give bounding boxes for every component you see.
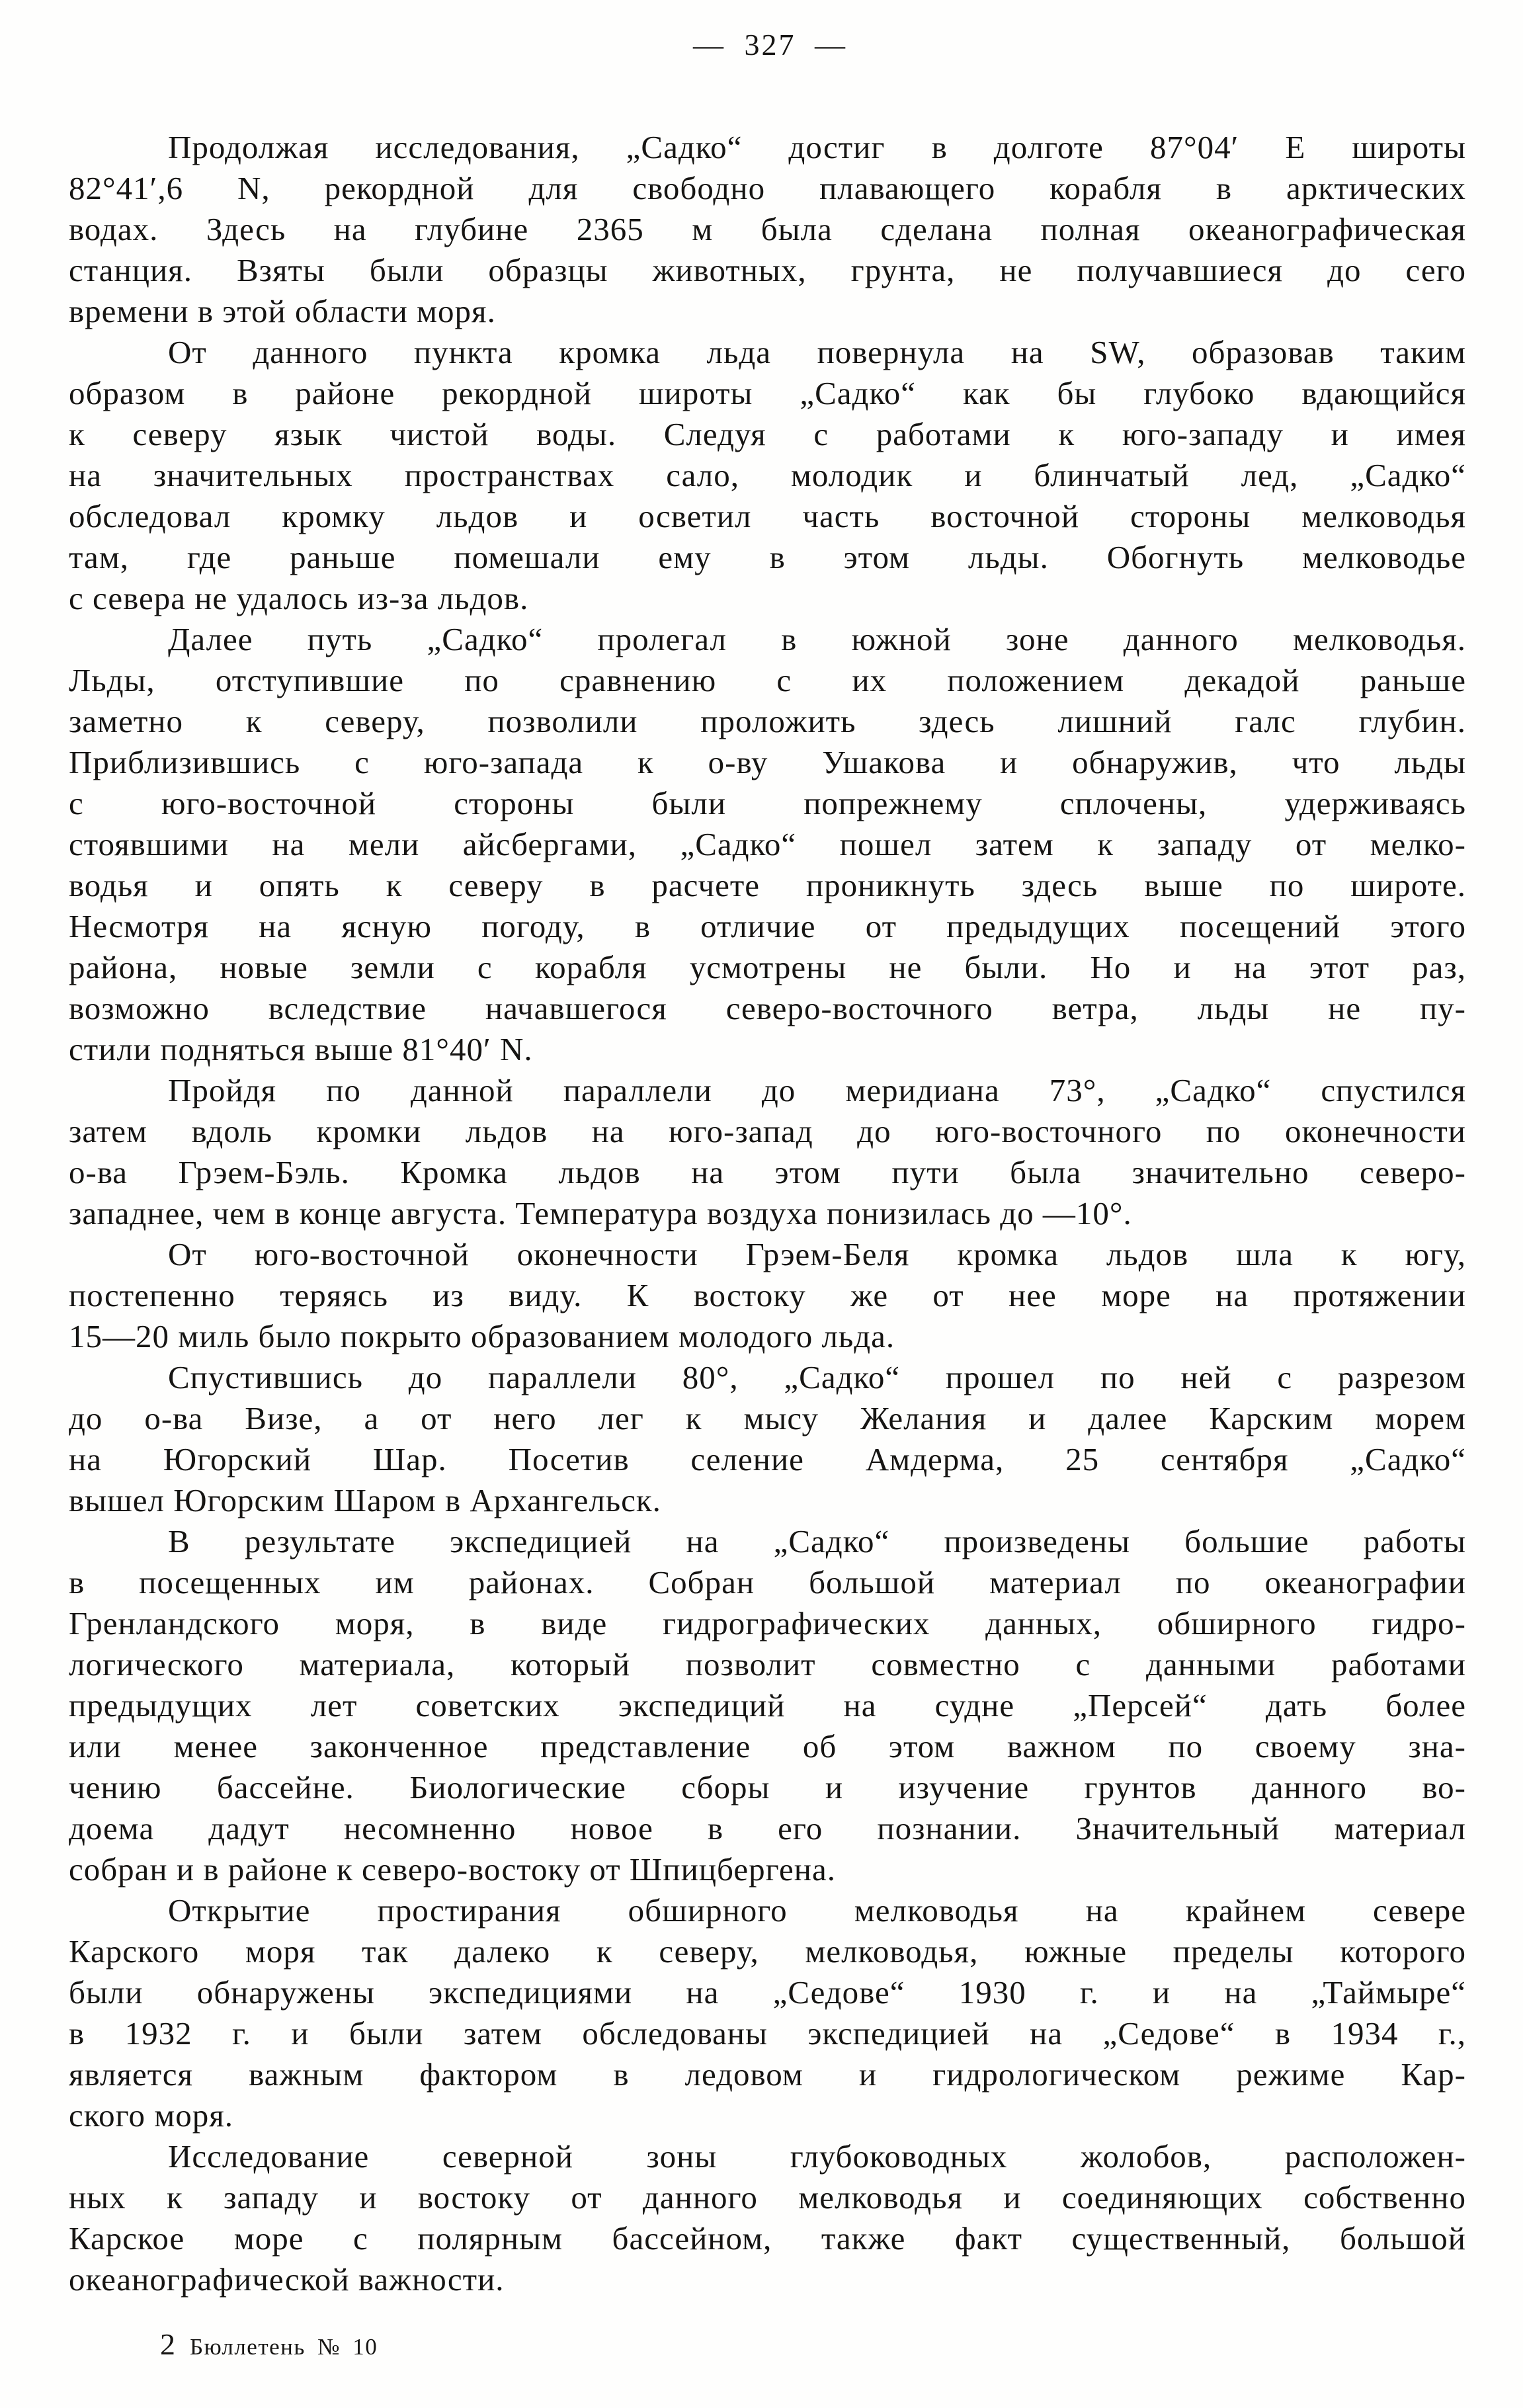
text-line: Исследование северной зоны глубоководных жолобов, расположен- xyxy=(168,2138,1466,2175)
text-line: чению бассейне. Биологические сборы и изучение грунтов данного во- xyxy=(69,1769,1466,1806)
text-line: заметно к северу, позволили проложить здесь лишний галс глубин. xyxy=(69,703,1466,739)
text-line: доема дадут несомненно новое в его познании. Значительный материал xyxy=(69,1810,1466,1847)
text-line: предыдущих лет советских экспедиций на судне „Персей“ дать более xyxy=(69,1687,1466,1723)
signature-label: Бюллетень № 10 xyxy=(190,2334,378,2360)
text-line: От данного пункта кромка льда повернула на SW, образовав таким xyxy=(168,334,1466,370)
text-line: затем вдоль кромки льдов на юго-запад до юго-восточного по оконечности xyxy=(69,1113,1466,1149)
text-line: Приблизившись с юго-запада к о-ву Ушакова и обнаружив, что льды xyxy=(69,744,1466,780)
text-line: В результате экспедицией на „Садко“ произведены большие работы xyxy=(168,1523,1466,1559)
text-line: Спустившись до параллели 80°, „Садко“ прошел по ней с разрезом xyxy=(168,1359,1466,1395)
text-line: вышел Югорским Шаром в Архангельск. xyxy=(69,1482,661,1518)
text-line: Льды, отступившие по сравнению с их положением декадой раньше xyxy=(69,662,1466,698)
text-line: 15—20 миль было покрыто образованием молодого льда. xyxy=(69,1318,895,1354)
text-line: образом в районе рекордной широты „Садко“ как бы глубоко вдающийся xyxy=(69,375,1466,411)
text-line: водья и опять к северу в расчете проникнуть здесь выше по широте. xyxy=(69,867,1466,903)
text-line: стили подняться выше 81°40′ N. xyxy=(69,1031,533,1067)
text-line: с юго-восточной стороны были попрежнему сплочены, удерживаясь xyxy=(69,785,1466,821)
text-line: Карское море с полярным бассейном, также факт существенный, большой xyxy=(69,2220,1466,2257)
text-line: в 1932 г. и были затем обследованы экспедицией на „Седове“ в 1934 г., xyxy=(69,2015,1466,2052)
text-line: района, новые земли с корабля усмотрены не были. Но и на этот раз, xyxy=(69,949,1466,985)
text-line: ных к западу и востоку от данного мелководья и соединяющих собственно xyxy=(69,2179,1466,2216)
text-line: Гренландского моря, в виде гидрографических данных, обширного гидро- xyxy=(69,1605,1466,1641)
page-number: — 327 — xyxy=(693,28,847,62)
text-line: Несмотря на ясную погоду, в отличие от предыдущих посещений этого xyxy=(69,908,1466,944)
text-line: Пройдя по данной параллели до меридиана 73°, „Садко“ спустился xyxy=(168,1072,1466,1108)
text-line: Далее путь „Садко“ пролегал в южной зоне данного мелководья. xyxy=(168,621,1466,657)
text-line: Карского моря так далеко к северу, мелководья, южные пределы которого xyxy=(69,1933,1466,1970)
text-line: на значительных пространствах сало, молодик и блинчатый лед, „Садко“ xyxy=(69,457,1466,493)
text-line: времени в этой области моря. xyxy=(69,293,496,329)
text-line: Открытие простирания обширного мелководья на крайнем севере xyxy=(168,1892,1466,1929)
text-line: возможно вследствие начавшегося северо-восточного ветра, льды не пу- xyxy=(69,990,1466,1026)
text-line: океанографической важности. xyxy=(69,2261,505,2298)
text-line: обследовал кромку льдов и осветил часть восточной стороны мелководья xyxy=(69,498,1466,534)
text-line: о-ва Грэем-Бэль. Кромка льдов на этом пути была значительно северо- xyxy=(69,1154,1466,1190)
text-line: стоявшими на мели айсбергами, „Садко“ пошел затем к западу от мелко- xyxy=(69,826,1466,862)
signature-mark: 2 xyxy=(160,2327,175,2361)
text-line: является важным фактором в ледовом и гидрологическом режиме Кар- xyxy=(69,2056,1466,2093)
text-line: в посещенных им районах. Собран большой материал по океанографии xyxy=(69,1564,1466,1600)
text-body xyxy=(69,127,1466,2300)
text-line: станция. Взяты были образцы животных, грунта, не получавшиеся до сего xyxy=(69,252,1466,288)
text-line: были обнаружены экспедициями на „Седове“ 1930 г. и на „Таймыре“ xyxy=(69,1974,1466,2011)
text-line: или менее законченное представление об этом важном по своему зна- xyxy=(69,1728,1466,1764)
text-line: с севера не удалось из-за льдов. xyxy=(69,580,529,616)
text-line: западнее, чем в конце августа. Температура воздуха понизилась до —10°. xyxy=(69,1195,1132,1231)
text-line: до о-ва Визе, а от него лег к мысу Желания и далее Карским морем xyxy=(69,1400,1466,1436)
text-line: собран и в районе к северо-востоку от Шпицбергена. xyxy=(69,1851,836,1888)
text-line: на Югорский Шар. Посетив селение Амдерма, 25 сентября „Садко“ xyxy=(69,1441,1466,1477)
text-line: водах. Здесь на глубине 2365 м была сделана полная океанографическая xyxy=(69,211,1466,247)
text-line: там, где раньше помешали ему в этом льды. Обогнуть мелководье xyxy=(69,539,1466,575)
text-line: постепенно теряясь из виду. К востоку же от нее море на протяжении xyxy=(69,1277,1466,1313)
text-line: Продолжая исследования, „Садко“ достиг в долготе 87°04′ E широты xyxy=(168,129,1466,165)
page-footer xyxy=(160,2327,1471,2362)
text-line: 82°41′,6 N, рекордной для свободно плавающего корабля в арктических xyxy=(69,170,1466,206)
text-line: логического материала, который позволит совместно с данными работами xyxy=(69,1646,1466,1682)
text-line: От юго-восточной оконечности Грэем-Беля кромка льдов шла к югу, xyxy=(168,1236,1466,1272)
text-line: ского моря. xyxy=(69,2097,233,2134)
text-line: к северу язык чистой воды. Следуя с работами к юго-западу и имея xyxy=(69,416,1466,452)
